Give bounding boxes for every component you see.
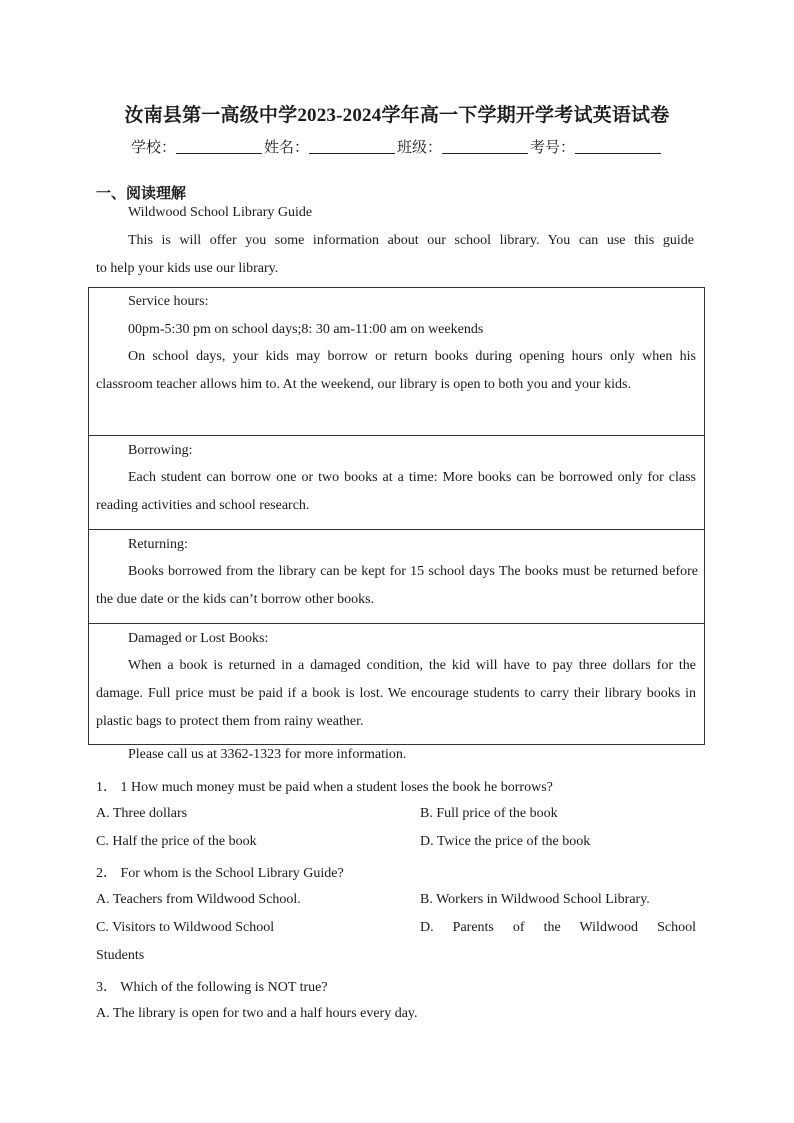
- service-hours-text: On school days, your kids may borrow or return books during opening hours only when his classroom teacher allows him to. At the weekend, our library is open to both you and your kids.: [96, 349, 696, 392]
- name-blank[interactable]: [309, 139, 395, 154]
- question-2-option-a[interactable]: A. Teachers from Wildwood School.: [96, 892, 301, 907]
- passage-title: Wildwood School Library Guide: [128, 205, 313, 220]
- school-blank[interactable]: [176, 139, 262, 154]
- closing-line: Please call us at 3362-1323 for more information.: [128, 747, 407, 762]
- question-1-option-b[interactable]: B. Full price of the book: [420, 806, 558, 821]
- table-divider: [88, 623, 705, 624]
- damaged-heading: Damaged or Lost Books:: [128, 631, 269, 646]
- school-label: 学校：: [130, 140, 176, 156]
- name-label: 姓名：: [263, 140, 309, 156]
- question-2-stem: 2． For whom is the School Library Guide?: [96, 866, 344, 881]
- exam-no-blank[interactable]: [575, 139, 661, 154]
- table-divider: [88, 435, 705, 436]
- borrowing-text: Each student can borrow one or two books at a time: More books can be borrowed only for class reading activities and school research.: [96, 470, 696, 513]
- question-1-option-a[interactable]: A. Three dollars: [96, 806, 188, 821]
- class-blank[interactable]: [442, 139, 528, 154]
- class-label: 班级：: [397, 140, 443, 156]
- question-1-stem: 1． 1 How much money must be paid when a student loses the book he borrows?: [96, 780, 553, 795]
- question-3-stem: 3． Which of the following is NOT true?: [96, 980, 328, 995]
- section-heading: 一、阅读理解: [96, 186, 187, 202]
- question-1-option-c[interactable]: C. Half the price of the book: [96, 834, 257, 849]
- question-2-option-d-continued: Students: [96, 948, 145, 963]
- returning-text: Books borrowed from the library can be kept for 15 school days The books must be returned before the due date or the kids can’t borrow other books.: [96, 564, 698, 607]
- service-hours-times: 00pm-5:30 pm on school days;8: 30 am-11:00 am on weekends: [128, 322, 484, 337]
- passage-intro-line-2: to help your kids use our library.: [96, 261, 279, 276]
- question-2-option-d[interactable]: D. Parents of the Wildwood School: [420, 920, 696, 935]
- borrowing-heading: Borrowing:: [128, 443, 193, 458]
- question-2-option-c[interactable]: C. Visitors to Wildwood School: [96, 920, 275, 935]
- question-3-option-a[interactable]: A. The library is open for two and a half hours every day.: [96, 1006, 418, 1021]
- passage-intro-line-1: This is will offer you some information about our school library. You can use this guide: [128, 233, 694, 248]
- page-title: 汝南县第一高级中学2023-2024学年高一下学期开学考试英语试卷: [124, 105, 670, 126]
- question-1-option-d[interactable]: D. Twice the price of the book: [420, 834, 591, 849]
- damaged-text: When a book is returned in a damaged condition, the kid will have to pay three dollars for the damage. Full price must be paid if a book is lost. We encourage students to carry their library books in plastic bags to protect them from rainy weather.: [96, 658, 696, 729]
- student-info-row: [0, 136, 794, 157]
- returning-heading: Returning:: [128, 537, 188, 552]
- question-2-option-b[interactable]: B. Workers in Wildwood School Library.: [420, 892, 650, 907]
- table-divider: [88, 529, 705, 530]
- exam-no-label: 考号：: [530, 140, 576, 156]
- service-hours-heading: Service hours:: [128, 294, 209, 309]
